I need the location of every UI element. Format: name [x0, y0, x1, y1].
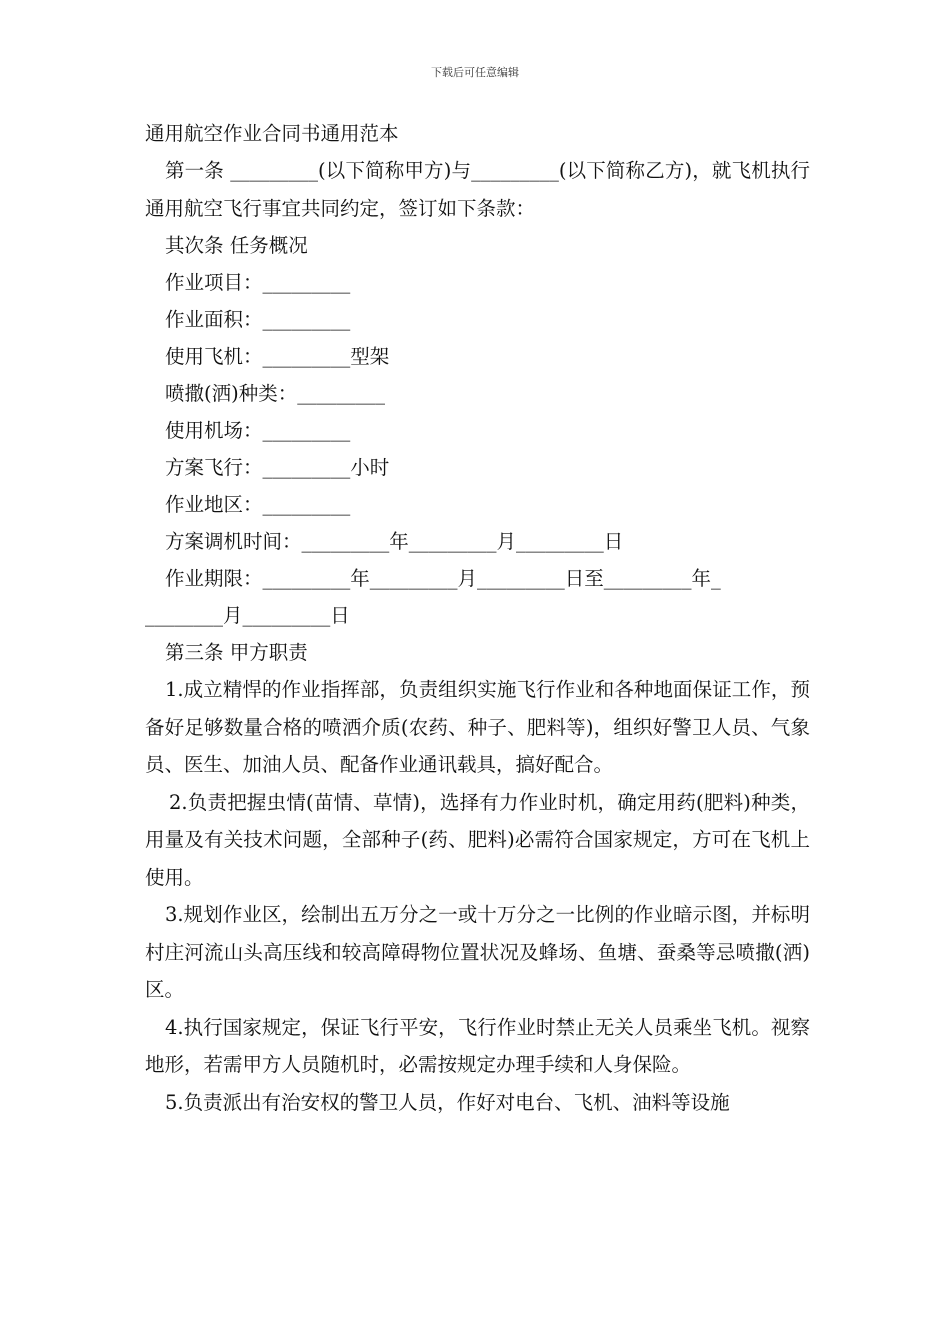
field-period-line-1: 作业期限：_________年_________月_________日至_________年_ — [165, 567, 721, 590]
article-2-heading: 其次条 任务概况 — [165, 234, 308, 257]
field-planned-flight: 方案飞行：_________小时 — [165, 456, 390, 479]
document-title: 通用航空作业合同书通用范本 — [145, 122, 399, 145]
field-area: 作业面积：_________ — [165, 308, 351, 331]
field-aircraft: 使用飞机：_________型架 — [165, 345, 390, 368]
field-region: 作业地区：_________ — [165, 493, 351, 516]
page-header-note: 下载后可任意编辑 — [431, 66, 519, 79]
field-dispatch-time: 方案调机时间：_________年_________月_________日 — [165, 530, 624, 553]
contract-document — [145, 116, 810, 1121]
field-project: 作业项目：_________ — [165, 271, 351, 294]
clause-4: 4.执行国家规定，保证飞行平安，飞行作业时禁止无关人员乘坐飞机。视察地形，若需甲方人员随机时，必需按规定办理手续和人身保险。 — [145, 1015, 810, 1076]
clause-5: 5.负责派出有治安权的警卫人员，作好对电台、飞机、油料等设施 — [165, 1090, 730, 1114]
clause-3: 3.规划作业区，绘制出五万分之一或十万分之一比例的作业暗示图，并标明村庄河流山头高压线和较高障碍物位置状况及蜂场、鱼塘、蚕桑等忌喷撒(洒)区。 — [145, 903, 810, 1001]
field-period-line-2: ________月_________日 — [145, 604, 350, 627]
field-airport: 使用机场：_________ — [165, 419, 351, 442]
field-spray-type: 喷撒(洒)种类：_________ — [165, 382, 385, 405]
clause-2: 2.负责把握虫情(苗情、草情)，选择有力作业时机，确定用药(肥料)种类，用量及有关技术问题，全部种子(药、肥料)必需符合国家规定，方可在飞机上使用。 — [145, 790, 810, 889]
article-3-heading: 第三条 甲方职责 — [165, 641, 308, 664]
clause-1: 1.成立精悍的作业指挥部，负责组织实施飞行作业和各种地面保证工作，预备好足够数量合格的喷洒介质(农药、种子、肥料等)，组织好警卫人员、气象员、医生、加油人员、配备作业通讯载具，搞好配合。 — [145, 678, 810, 776]
article-1: 第一条 _________(以下简称甲方)与_________(以下简称乙方)，就飞机执行通用航空飞行事宜共同约定，签订如下条款： — [145, 159, 810, 220]
